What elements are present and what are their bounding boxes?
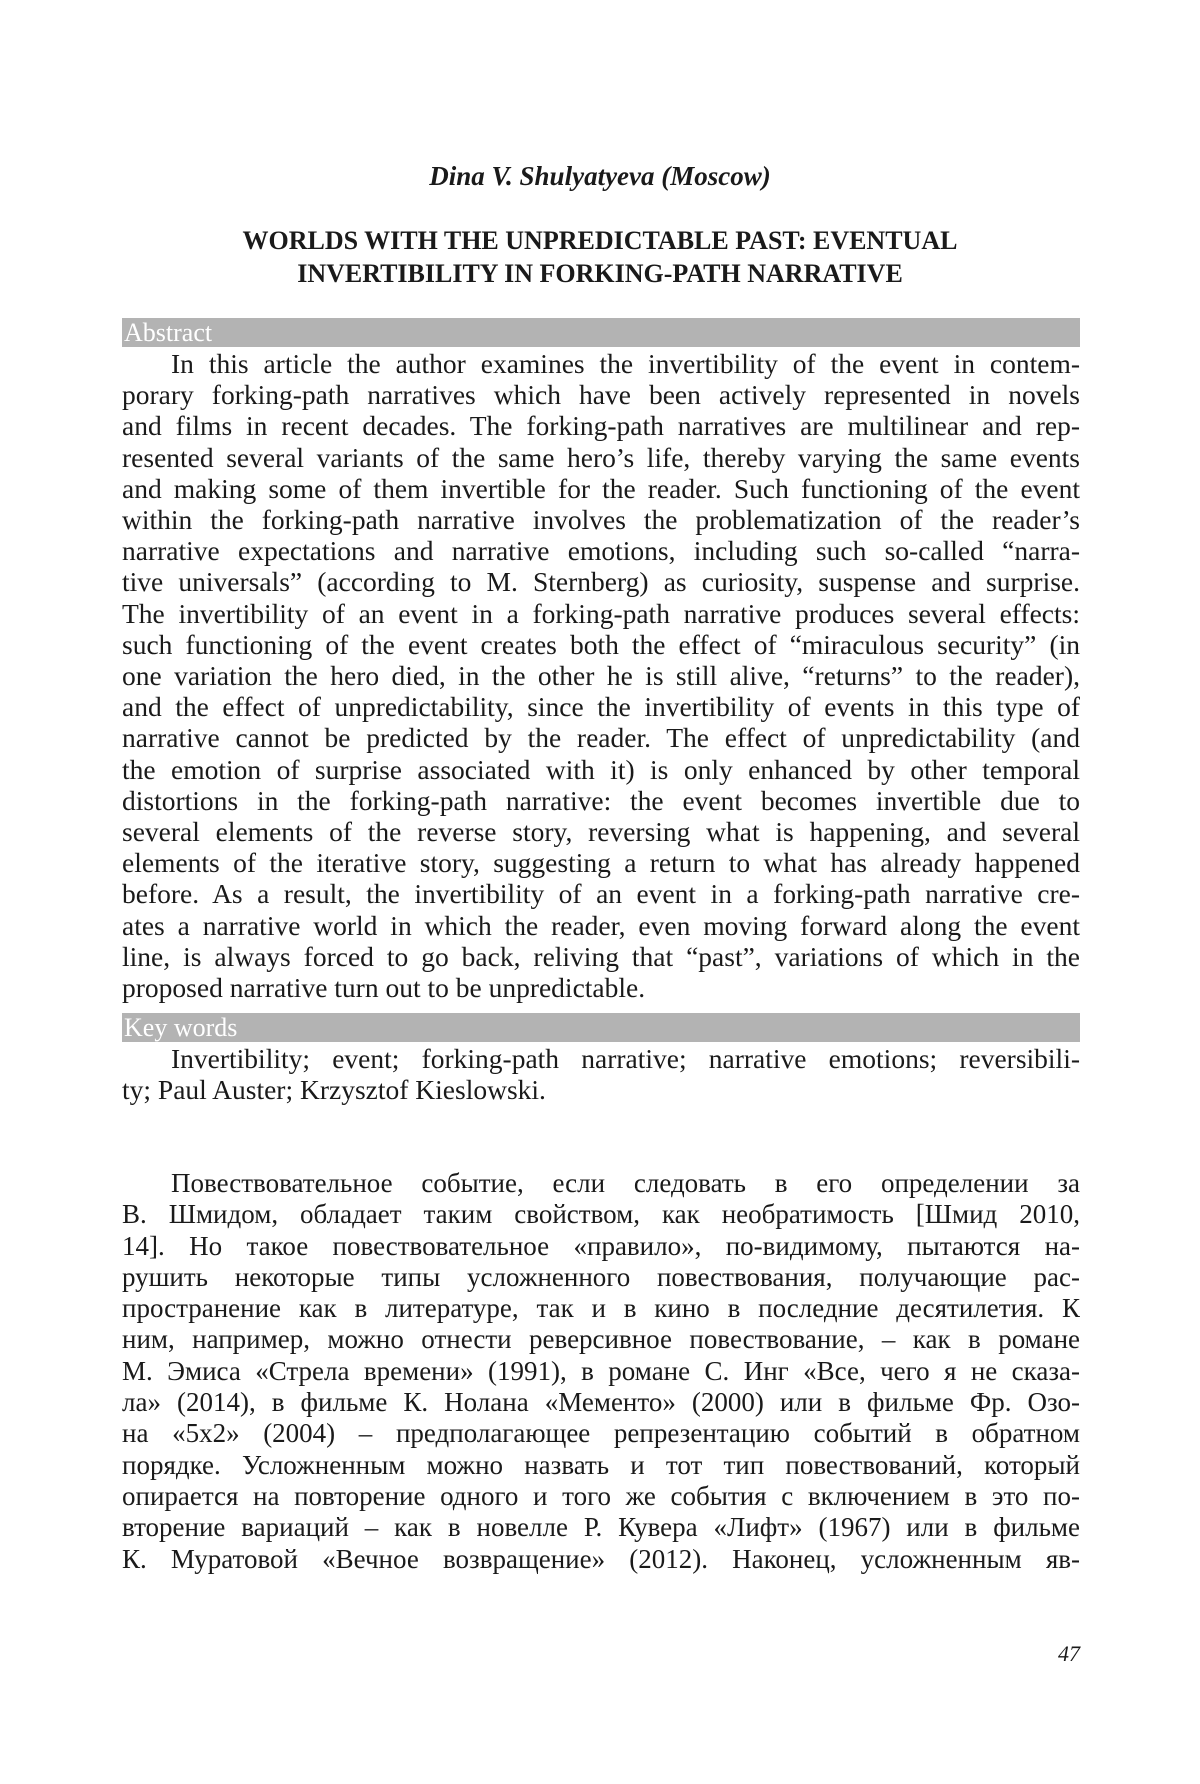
- abstract-line: one variation the hero died, in the other he is still alive, “returns” to the reader),: [122, 660, 1080, 692]
- abstract-line: proposed narrative turn out to be unpredictable.: [122, 972, 646, 1004]
- body-line: порядке. Усложненным можно назвать и тот тип повествований, который: [122, 1449, 1080, 1480]
- abstract-line: resented several variants of the same hero’s life, thereby varying the same events: [122, 441, 1080, 473]
- body-line: ла» (2014), в фильме К. Нолана «Мементо» (2000) или в фильме Фр. Озо-: [122, 1387, 1080, 1418]
- abstract-line: ates a narrative world in which the reader, even moving forward along the event: [122, 909, 1080, 941]
- title-line: WORLDS WITH THE UNPREDICTABLE PAST: EVENTUAL: [242, 226, 958, 255]
- body-line: вторение вариаций – как в новелле Р. Кувера «Лифт» (1967) или в фильме: [122, 1512, 1080, 1543]
- body-line: В. Шмидом, обладает таким свойством, как необратимость [Шмид 2010,: [122, 1199, 1080, 1230]
- body-line: Повествовательное событие, если следовать в его определении за: [171, 1168, 1080, 1198]
- abstract-line: elements of the iterative story, suggesting a return to what has already happened: [122, 847, 1080, 879]
- abstract-line: narrative expectations and narrative emotions, including such so-called “narra-: [122, 535, 1080, 567]
- article-title: [120, 224, 1080, 290]
- abstract-line: In this article the author examines the invertibility of the event in contem-: [171, 348, 1080, 379]
- abstract-line: and films in recent decades. The forking-path narratives are multilinear and rep-: [122, 410, 1080, 442]
- abstract-line: several elements of the reverse story, reversing what is happening, and several: [122, 816, 1080, 848]
- abstract-line: before. As a result, the invertibility of an event in a forking-path narrative cre-: [122, 878, 1080, 910]
- body-line: опирается на повторение одного и того же события с включением в это по-: [122, 1480, 1080, 1511]
- body-line: рушить некоторые типы усложненного повествования, получающие рас-: [122, 1261, 1080, 1292]
- abstract-line: line, is always forced to go back, reliving that “past”, variations of which in the: [122, 940, 1080, 972]
- abstract-line: and the effect of unpredictability, since the invertibility of events in this type of: [122, 691, 1080, 723]
- abstract-line: porary forking-path narratives which have been actively represented in novels: [122, 379, 1080, 411]
- abstract-line: distortions in the forking-path narrative: the event becomes invertible due to: [122, 784, 1080, 816]
- abstract-line: within the forking-path narrative involves the problematization of the reader’s: [122, 504, 1080, 536]
- body-line: М. Эмиса «Стрела времени» (1991), в романе С. Инг «Все, чего я не сказа-: [122, 1355, 1080, 1386]
- abstract-text: [122, 348, 1080, 1003]
- body-line: пространение как в литературе, так и в кино в последние десятилетия. К: [122, 1293, 1080, 1324]
- title-line: INVERTIBILITY IN FORKING-PATH NARRATIVE: [297, 259, 903, 288]
- page-number: 47: [1058, 1641, 1080, 1666]
- abstract-line: such functioning of the event creates both the effect of “miraculous security” (in: [122, 628, 1080, 660]
- keywords-line: Invertibility; event; forking-path narrative; narrative emotions; reversibili-: [171, 1043, 1080, 1074]
- keywords-line: ty; Paul Auster; Krzysztof Kieslowski.: [122, 1074, 546, 1106]
- author-name: Dina V. Shulyatyeva (Moscow): [429, 161, 771, 191]
- abstract-heading: Abstract: [122, 318, 1080, 347]
- abstract-line: The invertibility of an event in a forking-path narrative produces several effects:: [122, 597, 1080, 629]
- abstract-line: the emotion of surprise associated with it) is only enhanced by other temporal: [122, 753, 1080, 785]
- keywords-text: [122, 1043, 1080, 1105]
- body-line: ним, например, можно отнести реверсивное повествование, – как в романе: [122, 1324, 1080, 1355]
- body-line: 14]. Но такое повествовательное «правило», по-видимому, пытаются на-: [122, 1230, 1080, 1261]
- keywords-heading: Key words: [122, 1013, 1080, 1042]
- body-line: на «5х2» (2004) – предполагающее репрезентацию событий в обратном: [122, 1418, 1080, 1449]
- abstract-line: and making some of them invertible for the reader. Such functioning of the event: [122, 472, 1080, 504]
- body-text: [122, 1168, 1080, 1575]
- abstract-line: narrative cannot be predicted by the reader. The effect of unpredictability (and: [122, 722, 1080, 754]
- abstract-line: tive universals” (according to M. Sternberg) as curiosity, suspense and surprise.: [122, 566, 1080, 598]
- body-line: К. Муратовой «Вечное возвращение» (2012). Наконец, усложненным яв-: [122, 1543, 1080, 1574]
